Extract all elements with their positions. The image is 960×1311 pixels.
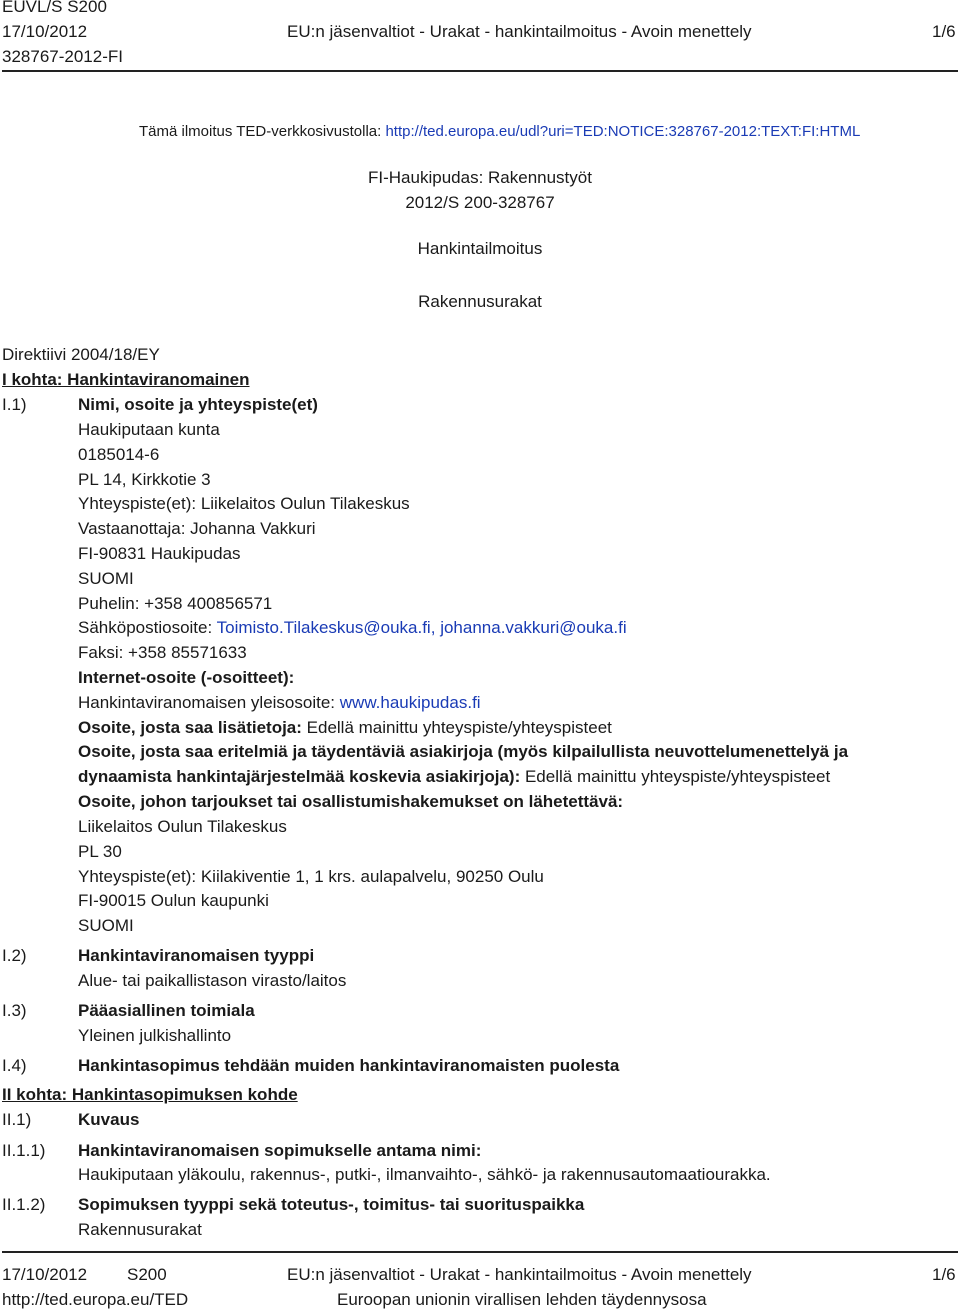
email-line [78,618,627,638]
online-notice-line [139,122,860,142]
submission-postal: FI-90015 Oulun kaupunki [78,891,269,910]
registration-number: 0185014-6 [78,445,160,464]
section-2-1-2-title: Sopimuksen tyyppi sekä toteutus-, toimitus- tai suorituspaikka [78,1195,585,1214]
submission-po-box: PL 30 [78,842,122,861]
section-1-2-title: Hankintaviranomaisen tyyppi [78,946,315,965]
section-2-1-number: II.1) [2,1110,32,1129]
fax: Faksi: +358 85571633 [78,643,247,662]
section-1-3-title: Pääasiallinen toimiala [78,1001,255,1020]
contact-point: Yhteyspiste(et): Liikelaitos Oulun Tilakeskus [78,494,410,513]
directive: Direktiivi 2004/18/EY [2,345,160,364]
section-1-3-number: I.3) [2,1001,27,1020]
section-1-4-title: Hankintasopimus tehdään muiden hankintaviranomaisten puolesta [78,1056,620,1075]
footer-publication: Euroopan unionin virallisen lehden täydennysosa [337,1290,707,1309]
section-1-heading: I kohta: Hankintaviranomainen [2,370,250,389]
footer-page-number: 1/6 [932,1265,956,1284]
header-date: 17/10/2012 [2,22,88,41]
section-1-4-number: I.4) [2,1056,27,1075]
info-address-label: Osoite, josta saa lisätietoja: [78,718,302,737]
notice-type: Hankintailmoitus [417,239,543,258]
documents-address-value: Edellä mainittu yhteyspiste/yhteyspisteet [524,766,831,786]
notice-reference: 2012/S 200-328767 [405,193,555,212]
documents-address-label: Osoite, josta saa eritelmiä ja täydentäviä asiakirjoja (myös kilpailullista neuvottelumenettelyä ja dynaamista hankintajärjestelmää koskevia asiakirjoja): [78,742,849,786]
section-1-2-number: I.2) [2,946,27,965]
header-title: EU:n jäsenvaltiot - Urakat - hankintailmoitus - Avoin menettely [287,22,752,41]
header-rule [2,70,958,72]
footer-series: S200 [127,1265,167,1284]
submission-country: SUOMI [78,916,134,935]
phone: Puhelin: +358 400856571 [78,594,273,613]
section-2-heading: II kohta: Hankintasopimuksen kohde [2,1085,298,1104]
email-link-2[interactable]: johanna.vakkuri@ouka.fi [440,618,627,637]
section-2-1-1-title: Hankintaviranomaisen sopimukselle antama nimi: [78,1141,482,1160]
online-notice-link[interactable]: http://ted.europa.eu/udl?uri=TED:NOTICE:328767-2012:TEXT:FI:HTML [385,123,861,140]
postal-address: FI-90831 Haukipudas [78,544,241,563]
section-1-1-title: Nimi, osoite ja yhteyspiste(et) [78,395,318,414]
internet-heading: Internet-osoite (-osoitteet): [78,668,295,687]
online-notice-label: Tämä ilmoitus TED-verkkosivustolla: [139,123,382,140]
document-id: 328767-2012-FI [2,47,123,66]
header-page-number: 1/6 [932,22,956,41]
footer-url[interactable]: http://ted.europa.eu/TED [2,1290,189,1309]
country: SUOMI [78,569,134,588]
footer-date: 17/10/2012 [2,1265,88,1284]
section-2-1-title: Kuvaus [78,1110,140,1129]
info-address-line [78,718,612,738]
main-activity-value: Yleinen julkishallinto [78,1026,232,1045]
contract-type: Rakennusurakat [418,292,542,311]
attention-person: Vastaanottaja: Johanna Vakkuri [78,519,316,538]
contract-type-value: Rakennusurakat [78,1220,202,1239]
email-separator: , [430,618,436,637]
general-address-line [78,693,481,713]
section-2-1-2-number: II.1.2) [2,1195,46,1214]
info-address-value: Edellä mainittu yhteyspiste/yhteyspisteet [306,718,612,737]
submission-name: Liikelaitos Oulun Tilakeskus [78,817,287,836]
section-1-1-number: I.1) [2,395,27,414]
documents-address-block [78,740,898,790]
authority-type-value: Alue- tai paikallistason virasto/laitos [78,971,347,990]
general-address-link[interactable]: www.haukipudas.fi [339,693,481,712]
contract-name-value: Haukiputaan yläkoulu, rakennus-, putki-, ilmanvaihto-, sähkö- ja rakennusautomaatiourakka. [78,1165,771,1184]
email-label: Sähköpostiosoite: [78,618,213,637]
email-link-1[interactable]: Toimisto.Tilakeskus@ouka.fi [216,618,431,637]
submission-address-label: Osoite, johon tarjoukset tai osallistumishakemukset on lähetettävä: [78,792,624,811]
notice-place-subject: FI-Haukipudas: Rakennustyöt [368,168,592,187]
street-address: PL 14, Kirkkotie 3 [78,470,211,489]
section-2-1-1-number: II.1.1) [2,1141,46,1160]
footer-rule [2,1251,958,1253]
authority-name: Haukiputaan kunta [78,420,220,439]
submission-contact: Yhteyspiste(et): Kiilakiventie 1, 1 krs. aulapalvelu, 90250 Oulu [78,867,544,886]
form-code: EUVL/S S200 [2,0,107,16]
footer-title: EU:n jäsenvaltiot - Urakat - hankintailmoitus - Avoin menettely [287,1265,752,1284]
general-address-label: Hankintaviranomaisen yleisosoite: [78,693,336,712]
